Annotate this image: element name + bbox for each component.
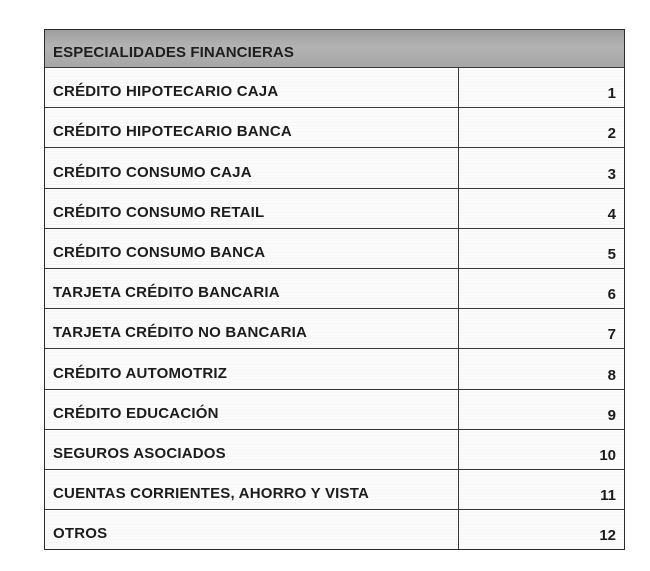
table-row [45,430,624,470]
table-row [45,269,624,309]
table-body [45,68,624,549]
row-name-cell: CRÉDITO EDUCACIÓN [45,390,459,429]
table-row [45,349,624,389]
row-number-cell: 11 [600,487,616,505]
table-row [45,68,624,108]
row-name-cell: SEGUROS ASOCIADOS [45,430,459,469]
table-row [45,390,624,430]
table-row [45,229,624,269]
specialties-table [44,29,625,550]
row-name-cell: CRÉDITO CONSUMO BANCA [45,229,459,268]
table-row [45,189,624,229]
row-number-cell: 1 [607,85,616,103]
row-name-cell: TARJETA CRÉDITO BANCARIA [45,269,459,308]
row-name-cell: CRÉDITO CONSUMO CAJA [45,148,459,187]
table-row [45,510,624,549]
table-row [45,309,624,349]
row-number-cell: 3 [607,165,616,183]
row-name-cell: CRÉDITO HIPOTECARIO BANCA [45,108,459,147]
row-number-cell: 6 [607,286,616,304]
row-number-cell: 9 [607,406,616,424]
table-header [45,30,624,68]
row-number-cell: 7 [607,326,616,344]
row-name-cell: OTROS [45,510,459,549]
row-name-cell: CRÉDITO AUTOMOTRIZ [45,349,459,388]
row-number-cell: 10 [599,446,616,464]
table-row [45,108,624,148]
row-number-cell: 12 [599,527,616,545]
table-row [45,470,624,510]
row-number-cell: 8 [607,366,616,384]
row-number-cell: 4 [607,205,616,223]
row-name-cell: TARJETA CRÉDITO NO BANCARIA [45,309,459,348]
table-header-title: ESPECIALIDADES FINANCIERAS [53,44,294,61]
row-name-cell: CUENTAS CORRIENTES, AHORRO Y VISTA [45,470,459,509]
row-name-cell: CRÉDITO HIPOTECARIO CAJA [45,68,459,107]
table-row [45,148,624,188]
row-name-cell: CRÉDITO CONSUMO RETAIL [45,189,459,228]
row-number-cell: 2 [607,125,616,143]
row-number-cell: 5 [607,245,616,263]
